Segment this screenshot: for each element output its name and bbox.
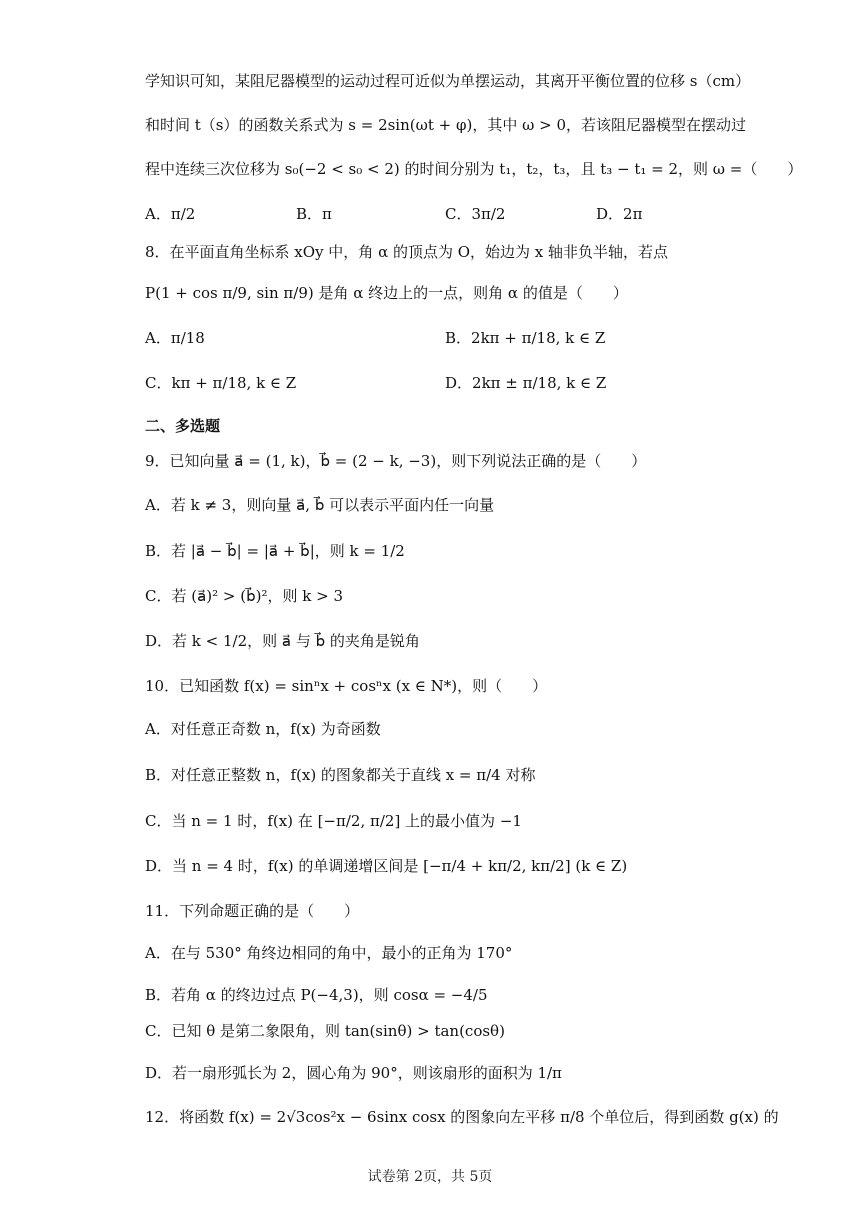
q8-text-line-1: 8．在平面直角坐标系 xOy 中，角 α 的顶点为 O，始边为 x 轴非负半轴，若点 <box>145 243 669 261</box>
q7-text-line-1: 学知识可知，某阻尼器模型的运动过程可近似为单摆运动，其离开平衡位置的位移 s（cm） <box>145 72 751 90</box>
q11-option-d: D．若一扇形弧长为 2，圆心角为 90°，则该扇形的面积为 1/π <box>145 1064 562 1082</box>
q11-option-a: A．在与 530° 角终边相同的角中，最小的正角为 170° <box>145 944 513 962</box>
q10-option-d: D．当 n = 4 时，f(x) 的单调递增区间是 [−π/4 + kπ/2, kπ/2] (k ∈ Z) <box>145 857 628 875</box>
q9-stem: 9．已知向量 a⃗ = (1, k)，b⃗ = (2 − k, −3)，则下列说法正确的是（ ） <box>145 452 647 470</box>
q11-stem: 11．下列命题正确的是（ ） <box>145 902 360 920</box>
q7-option-d: D．2π <box>596 205 643 223</box>
q10-stem: 10．已知函数 f(x) = sinⁿx + cosⁿx (x ∈ N*)，则（ ） <box>145 677 548 695</box>
q8-option-c: C．kπ + π/18, k ∈ Z <box>145 374 297 392</box>
q9-option-c: C．若 (a⃗)² > (b⃗)²，则 k > 3 <box>145 587 344 605</box>
q7-option-c: C．3π/2 <box>445 205 506 223</box>
q7-option-a: A．π/2 <box>145 205 196 223</box>
q10-option-c: C．当 n = 1 时，f(x) 在 [−π/2, π/2] 上的最小值为 −1 <box>145 812 522 830</box>
q7-option-b: B．π <box>296 205 332 223</box>
q11-option-c: C．已知 θ 是第二象限角，则 tan(sinθ) > tan(cosθ) <box>145 1022 505 1040</box>
q8-text-line-2: P(1 + cos π/9, sin π/9) 是角 α 终边上的一点，则角 α 的值是（ ） <box>145 284 628 302</box>
q8-option-d: D．2kπ ± π/18, k ∈ Z <box>445 374 607 392</box>
q12-stem: 12．将函数 f(x) = 2√3cos²x − 6sinx cosx 的图象向左平移 π/8 个单位后，得到函数 g(x) 的 <box>145 1108 779 1126</box>
q8-option-b: B．2kπ + π/18, k ∈ Z <box>445 329 606 347</box>
q10-option-a: A．对任意正奇数 n，f(x) 为奇函数 <box>145 720 381 738</box>
q11-option-b: B．若角 α 的终边过点 P(−4,3)，则 cosα = −4/5 <box>145 986 488 1004</box>
q9-option-a: A．若 k ≠ 3，则向量 a⃗, b⃗ 可以表示平面内任一向量 <box>145 496 495 514</box>
section-heading-multiple-choice: 二、多选题 <box>145 417 221 435</box>
q7-text-line-3: 程中连续三次位移为 s₀(−2 < s₀ < 2) 的时间分别为 t₁，t₂，t₃，且 t₃ − t₁ = 2，则 ω =（ ） <box>145 160 803 178</box>
page-footer: 试卷第 2页，共 5页 <box>367 1169 493 1185</box>
q10-option-b: B．对任意正整数 n，f(x) 的图象都关于直线 x = π/4 对称 <box>145 766 536 784</box>
q9-option-b: B．若 |a⃗ − b⃗| = |a⃗ + b⃗|，则 k = 1/2 <box>145 542 405 560</box>
q7-text-line-2: 和时间 t（s）的函数关系式为 s = 2sin(ωt + φ)，其中 ω > 0，若该阻尼器模型在摆动过 <box>145 116 746 134</box>
q8-option-a: A．π/18 <box>145 329 205 347</box>
q9-option-d: D．若 k < 1/2，则 a⃗ 与 b⃗ 的夹角是锐角 <box>145 632 420 650</box>
